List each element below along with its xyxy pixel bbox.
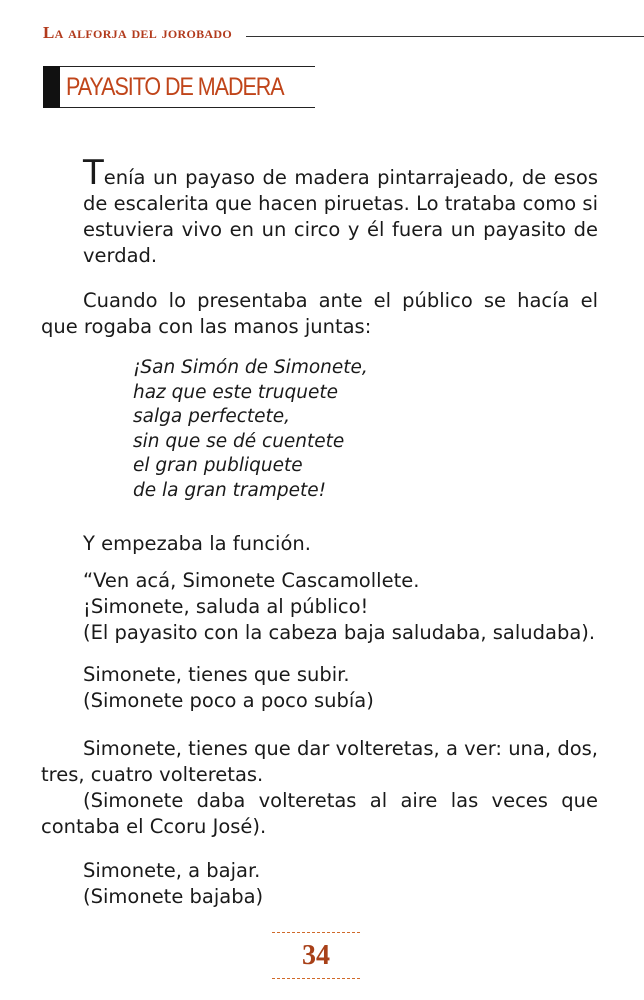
verse-block: [133, 356, 368, 503]
running-header: [43, 24, 644, 41]
paragraph-1-line-4: verdad.: [83, 244, 158, 267]
paragraph-5: [41, 662, 640, 714]
chapter-title-top-rule: [60, 66, 315, 67]
drop-letter: T: [83, 153, 104, 193]
verse-line: haz que este truquete: [133, 381, 338, 403]
paragraph-7: [41, 858, 640, 910]
paragraph-4: [41, 568, 640, 646]
running-title: La alforja del jorobado: [43, 23, 232, 42]
chapter-title-bar: [43, 66, 60, 108]
paragraph-2-line-2: que rogaba con las manos juntas:: [41, 315, 372, 338]
paragraph-2-line-1: Cuando lo presentaba ante el público se hacía el: [83, 289, 598, 312]
verse-line: salga perfectete,: [133, 406, 291, 427]
page-number-bottom-rule: [272, 978, 360, 979]
chapter-title: PAYASITO DE MADERA: [66, 73, 284, 101]
page-number-block: [272, 932, 360, 982]
paragraph-1-line-1: Tenía un payaso de madera pintarrajeado, de esos: [83, 153, 598, 193]
verse-line: de la gran trampete!: [133, 479, 327, 501]
paragraph-3-line-1: Y empezaba la función.: [83, 532, 311, 555]
paragraph-6-line-4: contaba el Ccoru José).: [41, 815, 267, 838]
verse-line: ¡San Simón de Simonete,: [133, 357, 368, 378]
paragraph-4-line-1: “Ven acá, Simonete Cascamollete.: [83, 569, 420, 592]
verse-line: el gran publiquete: [133, 455, 303, 476]
chapter-title-box: [43, 66, 315, 108]
paragraph-1-line-2: de escalerita que hacen piruetas. Lo trataba como si: [83, 192, 598, 215]
paragraph-7-line-1: Simonete, a bajar.: [83, 859, 261, 882]
paragraph-1-line-3: estuviera vivo en un circo y él fuera un payasito de: [83, 218, 598, 241]
paragraph-3: [41, 531, 640, 557]
page-number: 34: [302, 940, 330, 971]
paragraph-2: [41, 288, 598, 340]
paragraph-7-line-2: (Simonete bajaba): [83, 885, 264, 908]
page-number-top-rule: [272, 932, 360, 933]
paragraph-4-line-3: (El payasito con la cabeza baja saludaba, saludaba).: [83, 621, 596, 644]
paragraph-5-line-2: (Simonete poco a poco subía): [83, 689, 374, 712]
header-rule: [246, 36, 644, 37]
paragraph-5-line-1: Simonete, tienes que subir.: [83, 663, 350, 686]
paragraph-6-line-3: (Simonete daba volteretas al aire las veces que: [83, 789, 598, 812]
paragraph-6-line-2: tres, cuatro volteretas.: [41, 763, 264, 786]
chapter-title-bottom-rule: [60, 107, 315, 108]
paragraph-1: [41, 153, 598, 269]
paragraph-4-line-2: ¡Simonete, saluda al público!: [83, 595, 369, 618]
paragraph-6-line-1: Simonete, tienes que dar volteretas, a ver: una, dos,: [83, 737, 598, 760]
verse-line: sin que se dé cuentete: [133, 430, 345, 452]
paragraph-6: [41, 736, 598, 840]
